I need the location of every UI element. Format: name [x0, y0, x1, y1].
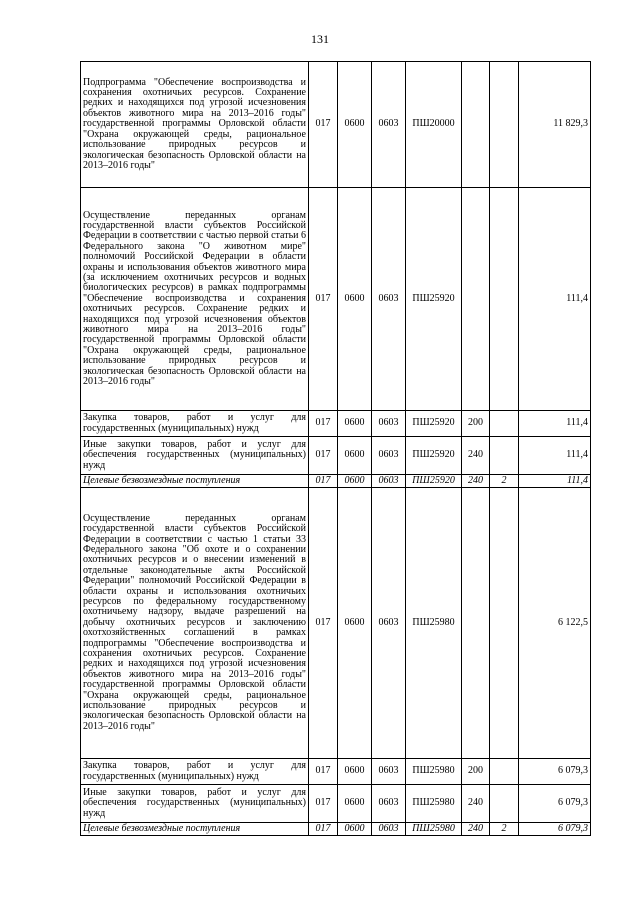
amount: 6 122,5 — [519, 488, 591, 759]
target-article-code: ПШ20000 — [406, 62, 462, 188]
section-code: 0600 — [338, 437, 372, 475]
ministry-code: 017 — [309, 823, 338, 836]
subsection-code: 0603 — [372, 785, 406, 823]
amount: 111,4 — [519, 188, 591, 411]
table-row — [81, 411, 591, 437]
section-code: 0600 — [338, 823, 372, 836]
extra-code: 2 — [490, 823, 519, 836]
subsection-code: 0603 — [372, 759, 406, 785]
expense-type-code: 240 — [462, 785, 490, 823]
ministry-code: 017 — [309, 488, 338, 759]
table-row — [81, 62, 591, 188]
expense-type-code: 240 — [462, 823, 490, 836]
table-row — [81, 823, 591, 836]
target-article-code: ПШ25980 — [406, 488, 462, 759]
extra-code — [490, 411, 519, 437]
subsection-code: 0603 — [372, 823, 406, 836]
extra-code — [490, 488, 519, 759]
target-article-code: ПШ25920 — [406, 475, 462, 488]
amount: 111,4 — [519, 475, 591, 488]
row-description: Целевые безвозмездные поступления — [81, 823, 309, 836]
table-row — [81, 188, 591, 411]
extra-code — [490, 188, 519, 411]
section-code: 0600 — [338, 411, 372, 437]
extra-code — [490, 437, 519, 475]
section-code: 0600 — [338, 759, 372, 785]
target-article-code: ПШ25920 — [406, 411, 462, 437]
section-code: 0600 — [338, 62, 372, 188]
subsection-code: 0603 — [372, 62, 406, 188]
subsection-code: 0603 — [372, 188, 406, 411]
amount: 111,4 — [519, 437, 591, 475]
extra-code: 2 — [490, 475, 519, 488]
target-article-code: ПШ25980 — [406, 823, 462, 836]
amount: 6 079,3 — [519, 823, 591, 836]
ministry-code: 017 — [309, 188, 338, 411]
ministry-code: 017 — [309, 785, 338, 823]
row-description: Целевые безвозмездные поступления — [81, 475, 309, 488]
extra-code — [490, 785, 519, 823]
subsection-code: 0603 — [372, 411, 406, 437]
target-article-code: ПШ25980 — [406, 759, 462, 785]
target-article-code: ПШ25920 — [406, 437, 462, 475]
ministry-code: 017 — [309, 62, 338, 188]
table-row — [81, 785, 591, 823]
row-description: Закупка товаров, работ и услуг для государственных (муниципальных) нужд — [81, 759, 309, 785]
table-row — [81, 488, 591, 759]
table-row — [81, 759, 591, 785]
expense-type-code — [462, 62, 490, 188]
extra-code — [490, 759, 519, 785]
amount: 6 079,3 — [519, 785, 591, 823]
row-description: Осуществление переданных органам государственной власти субъектов Российской Федерации в соответствии с частью 1 статьи 33 Федерального закона "Об охоте и о сохранении охотничьих ресурсов и о внесении изменений в отдельные законодательные акты Российской Федерации" полномочий Российской Федерации в области охраны и использования охотничьих ресурсов по федеральному государственному охотничьему надзору, выдаче разрешений на добычу охотничьих ресурсов и заключению охотхозяйственных соглашений в рамках подпрограммы "Обеспечение воспроизводства и сохранения охотничьих ресурсов. Сохранение редких и находящихся под угрозой исчезновения объектов животного мира на 2013–2016 годы" государственной программы Орловской области "Охрана окружающей среды, рациональное использование природных ресурсов и экологическая безопасность Орловской области на 2013–2016 годы" — [81, 488, 309, 759]
row-description: Осуществление переданных органам государственной власти субъектов Российской Федерации в соответствии с частью первой статьи 6 Федерального закона "О животном мире" полномочий Российской Федерации в области охраны и использования объектов животного мира (за исключением охотничьих ресурсов и водных биологических ресурсов) в рамках подпрограммы "Обеспечение воспроизводства и сохранения охотничьих ресурсов. Сохранение редких и находящихся под угрозой исчезновения объектов животного мира на 2013–2016 годы" государственной программы Орловской области "Охрана окружающей среды, рациональное использование природных ресурсов и экологическая безопасность Орловской области на 2013–2016 годы" — [81, 188, 309, 411]
row-description: Подпрограмма "Обеспечение воспроизводства и сохранения охотничьих ресурсов. Сохранение редких и находящихся под угрозой исчезновения объектов животного мира на 2013–2016 годы" государственной программы Орловской области "Охрана окружающей среды, рациональное использование природных ресурсов и экологическая безопасность Орловской области на 2013–2016 годы" — [81, 62, 309, 188]
budget-table — [80, 61, 591, 836]
amount: 6 079,3 — [519, 759, 591, 785]
subsection-code: 0603 — [372, 437, 406, 475]
row-description: Иные закупки товаров, работ и услуг для обеспечения государственных (муниципальных) нужд — [81, 785, 309, 823]
expense-type-code: 200 — [462, 411, 490, 437]
extra-code — [490, 62, 519, 188]
amount: 111,4 — [519, 411, 591, 437]
target-article-code: ПШ25920 — [406, 188, 462, 411]
subsection-code: 0603 — [372, 488, 406, 759]
section-code: 0600 — [338, 488, 372, 759]
expense-type-code: 240 — [462, 475, 490, 488]
ministry-code: 017 — [309, 411, 338, 437]
expense-type-code: 240 — [462, 437, 490, 475]
expense-type-code: 200 — [462, 759, 490, 785]
section-code: 0600 — [338, 785, 372, 823]
row-description: Иные закупки товаров, работ и услуг для обеспечения государственных (муниципальных) нужд — [81, 437, 309, 475]
expense-type-code — [462, 188, 490, 411]
target-article-code: ПШ25980 — [406, 785, 462, 823]
section-code: 0600 — [338, 475, 372, 488]
ministry-code: 017 — [309, 437, 338, 475]
ministry-code: 017 — [309, 475, 338, 488]
section-code: 0600 — [338, 188, 372, 411]
amount: 11 829,3 — [519, 62, 591, 188]
page-number: 131 — [311, 32, 329, 46]
table-row — [81, 437, 591, 475]
expense-type-code — [462, 488, 490, 759]
ministry-code: 017 — [309, 759, 338, 785]
table-row — [81, 475, 591, 488]
subsection-code: 0603 — [372, 475, 406, 488]
row-description: Закупка товаров, работ и услуг для государственных (муниципальных) нужд — [81, 411, 309, 437]
